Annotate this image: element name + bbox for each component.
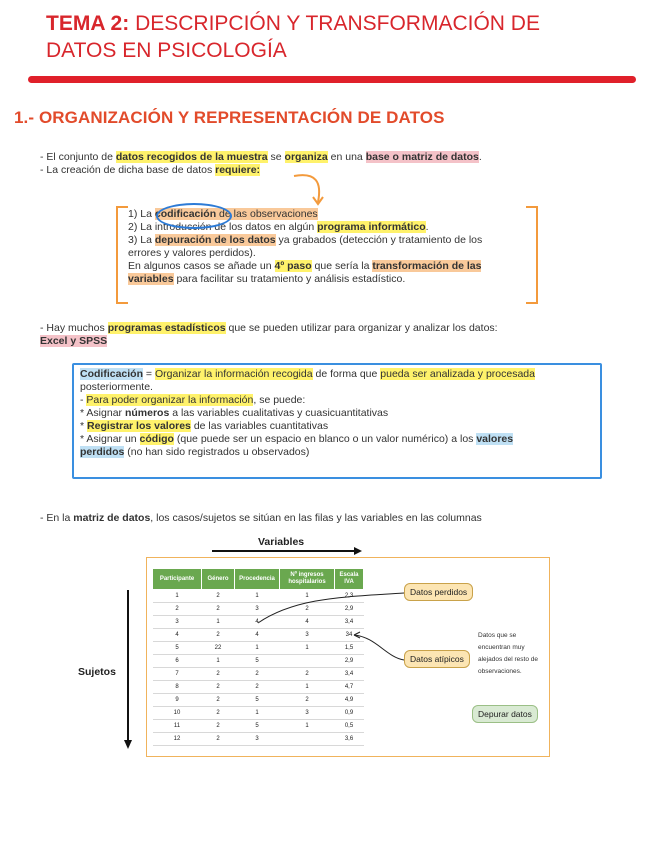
table-cell: 0,9 bbox=[335, 707, 364, 720]
table-cell: 2 bbox=[202, 733, 235, 746]
table-cell: 11 bbox=[153, 720, 202, 733]
curved-arrow-icon bbox=[292, 168, 332, 208]
programs-line-1: - Hay muchos programas estadísticos que se pueden utilizar para organizar y analizar los datos: bbox=[40, 322, 498, 334]
definition-line-6: * Asignar un código (que puede ser un espacio en blanco o un valor numérico) a los valores bbox=[80, 433, 514, 445]
table-cell: 8 bbox=[153, 681, 202, 694]
table-cell: 1 bbox=[202, 616, 235, 629]
table-cell: 2 bbox=[280, 668, 335, 681]
definition-line-5: * Registrar los valores de las variables cuantitativas bbox=[80, 420, 329, 432]
title-line2: DATOS EN PSICOLOGÍA bbox=[46, 39, 287, 62]
step-4: En algunos casos se añade un 4º paso que sería la transformación de las bbox=[128, 260, 482, 272]
table-cell: 3 bbox=[280, 629, 335, 642]
table-cell: 5 bbox=[235, 694, 280, 707]
table-cell: 4 bbox=[235, 616, 280, 629]
table-cell: 0,5 bbox=[335, 720, 364, 733]
table-cell: 1 bbox=[235, 590, 280, 603]
title-divider bbox=[28, 76, 636, 83]
bracket-left bbox=[116, 206, 128, 304]
table-cell: 4,9 bbox=[335, 694, 364, 707]
intro-line-2: - La creación de dicha base de datos requiere: bbox=[40, 164, 261, 176]
table-cell: 1 bbox=[280, 720, 335, 733]
table-cell: 2 bbox=[235, 681, 280, 694]
table-cell: 2 bbox=[235, 668, 280, 681]
table-cell: 4 bbox=[153, 629, 202, 642]
table-header-cell: Escala IVA bbox=[335, 569, 364, 590]
table-cell: 1 bbox=[202, 655, 235, 668]
table-cell: 2,9 bbox=[335, 603, 364, 616]
datos-atipicos-label: Datos atípicos bbox=[404, 650, 470, 668]
table-cell: 2 bbox=[280, 694, 335, 707]
table-header-cell: Nº ingresos hospitalarios bbox=[280, 569, 335, 590]
highlight-circle bbox=[156, 203, 232, 229]
table-cell: 1 bbox=[280, 642, 335, 655]
table-cell: 3 bbox=[235, 733, 280, 746]
table-cell: 2 bbox=[202, 694, 235, 707]
table-header-cell: Procedencia bbox=[235, 569, 280, 590]
datos-perdidos-label: Datos perdidos bbox=[404, 583, 473, 601]
page-title bbox=[46, 10, 646, 64]
table-header-cell: Participante bbox=[153, 569, 202, 590]
table-cell: 6 bbox=[153, 655, 202, 668]
definition-line-4: * Asignar números a las variables cualitativas y cuasicuantitativas bbox=[80, 407, 389, 419]
table-cell: 3 bbox=[153, 616, 202, 629]
table-cell: 3 bbox=[280, 707, 335, 720]
table-cell: 4 bbox=[235, 629, 280, 642]
table-cell: 4,7 bbox=[335, 681, 364, 694]
table-cell: 2 bbox=[202, 720, 235, 733]
intro-line-1: - El conjunto de datos recogidos de la muestra se organiza en una base o matriz de datos. bbox=[40, 151, 482, 163]
table-cell: 9 bbox=[153, 694, 202, 707]
definition-line-2: posteriormente. bbox=[80, 381, 153, 393]
table-cell: 2 bbox=[202, 707, 235, 720]
programs-line-2: Excel y SPSS bbox=[40, 335, 108, 347]
title-line1: DESCRIPCIÓN Y TRANSFORMACIÓN DE bbox=[129, 12, 540, 35]
table-cell: 2 bbox=[202, 681, 235, 694]
table-cell: 1 bbox=[235, 642, 280, 655]
table-cell: 1 bbox=[280, 681, 335, 694]
table-cell: 2,9 bbox=[335, 655, 364, 668]
definition-line-7: perdidos (no han sido registrados u observados) bbox=[80, 446, 310, 458]
step-2: 2) La introducción de los datos en algún programa informático. bbox=[128, 221, 429, 233]
table-cell: 12 bbox=[153, 733, 202, 746]
table-cell: 2 bbox=[202, 629, 235, 642]
table-cell: 5 bbox=[153, 642, 202, 655]
table-cell: 34 bbox=[335, 629, 364, 642]
step-4-cont: variables para facilitar su tratamiento y análisis estadístico. bbox=[128, 273, 406, 285]
table-cell: 3,4 bbox=[335, 668, 364, 681]
programs-paragraph bbox=[40, 322, 640, 348]
table-cell: 3 bbox=[235, 603, 280, 616]
table-cell: 1 bbox=[280, 590, 335, 603]
table-cell: 1 bbox=[235, 707, 280, 720]
table-header-cell: Género bbox=[202, 569, 235, 590]
right-arrow-icon bbox=[212, 546, 364, 556]
depurar-datos-label: Depurar datos bbox=[472, 705, 538, 723]
table-cell: 1,5 bbox=[335, 642, 364, 655]
intro-paragraph bbox=[40, 151, 640, 177]
table-cell: 7 bbox=[153, 668, 202, 681]
table-cell: 2 bbox=[280, 603, 335, 616]
variables-label: Variables bbox=[258, 536, 305, 548]
definition-text bbox=[80, 368, 596, 459]
section-heading: 1.- ORGANIZACIÓN Y REPRESENTACIÓN DE DATOS bbox=[14, 108, 445, 127]
title-prefix: TEMA 2: bbox=[46, 12, 130, 35]
table-cell: 2 bbox=[202, 603, 235, 616]
matrix-paragraph: - En la matriz de datos, los casos/sujetos se sitúan en las filas y las variables en las columnas bbox=[40, 512, 482, 524]
step-3-cont: errores y valores perdidos). bbox=[128, 247, 256, 259]
definition-line-3: - Para poder organizar la información, se puede: bbox=[80, 394, 306, 406]
table-cell: 2 bbox=[202, 668, 235, 681]
atipicos-note: Datos que se encuentran muy alejados del resto de observaciones. bbox=[478, 632, 538, 675]
step-3: 3) La depuración de los datos ya grabados (detección y tratamiento de los bbox=[128, 234, 483, 246]
table-cell: 5 bbox=[235, 720, 280, 733]
table-cell: 4 bbox=[280, 616, 335, 629]
table-cell: 3,4 bbox=[335, 616, 364, 629]
table-cell: 1 bbox=[153, 590, 202, 603]
table-cell: 22 bbox=[202, 642, 235, 655]
definition-line-1: Codificación = Organizar la información recogida de forma que pueda ser analizada y procesada bbox=[80, 368, 535, 380]
table-cell: 5 bbox=[235, 655, 280, 668]
sujetos-label: Sujetos bbox=[78, 666, 116, 678]
down-arrow-icon bbox=[122, 590, 134, 750]
step-1: 1) La codificación de las observaciones bbox=[128, 208, 318, 220]
table-cell: 2,3 bbox=[335, 590, 364, 603]
table-cell: 3,6 bbox=[335, 733, 364, 746]
table-cell: 2 bbox=[202, 590, 235, 603]
table-cell: 2 bbox=[153, 603, 202, 616]
table-cell: 10 bbox=[153, 707, 202, 720]
